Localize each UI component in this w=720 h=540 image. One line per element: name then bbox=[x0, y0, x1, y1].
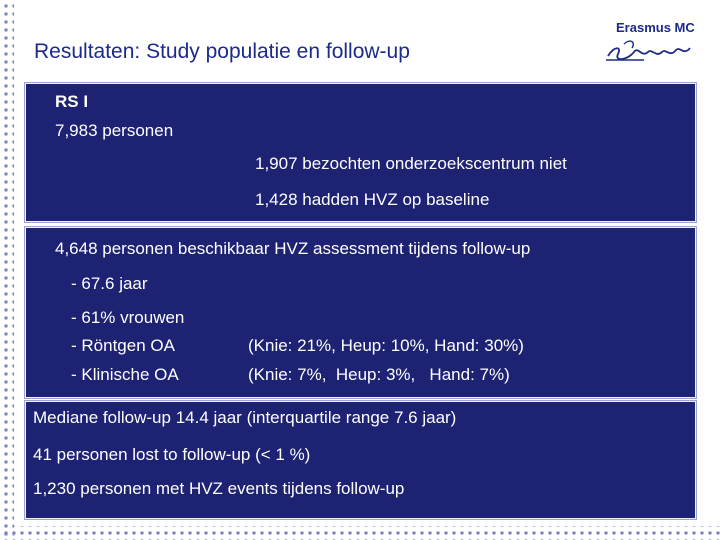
cohort-total: 7,983 personen bbox=[55, 121, 174, 140]
cohort-excluded-visit: 1,907 bezochten onderzoekscentrum niet bbox=[255, 154, 567, 173]
follow-up-median: Mediane follow-up 14.4 jaar (interquartile range 7.6 jaar) bbox=[33, 408, 457, 427]
assessment-age: - 67.6 jaar bbox=[71, 274, 148, 293]
slide-title: Resultaten: Study populatie en follow-up bbox=[34, 40, 410, 63]
signature-icon bbox=[604, 36, 694, 70]
assessment-clinical-oa-detail: (Knie: 7%, Heup: 3%, Hand: 7%) bbox=[248, 365, 510, 384]
assessment-clinical-oa: - Klinische OA bbox=[71, 365, 179, 384]
assessment-total: 4,648 personen beschikbaar HVZ assessment tijdens follow-up bbox=[55, 239, 531, 258]
follow-up-lost: 41 personen lost to follow-up (< 1 %) bbox=[33, 445, 311, 464]
logo-wordmark: Erasmus MC bbox=[616, 20, 695, 35]
dotted-border-left bbox=[0, 0, 14, 540]
assessment-box bbox=[26, 228, 695, 397]
erasmus-mc-logo bbox=[604, 20, 694, 72]
dotted-border-bottom bbox=[0, 526, 720, 540]
cohort-box bbox=[26, 84, 695, 221]
cohort-heading: RS I bbox=[55, 92, 89, 111]
follow-up-events: 1,230 personen met HVZ events tijdens follow-up bbox=[33, 479, 405, 498]
cohort-excluded-baseline: 1,428 hadden HVZ op baseline bbox=[255, 190, 490, 209]
follow-up-box bbox=[26, 402, 695, 518]
assessment-women: - 61% vrouwen bbox=[71, 308, 185, 327]
assessment-radiographic-oa: - Röntgen OA bbox=[71, 336, 175, 355]
assessment-radiographic-oa-detail: (Knie: 21%, Heup: 10%, Hand: 30%) bbox=[248, 336, 524, 355]
